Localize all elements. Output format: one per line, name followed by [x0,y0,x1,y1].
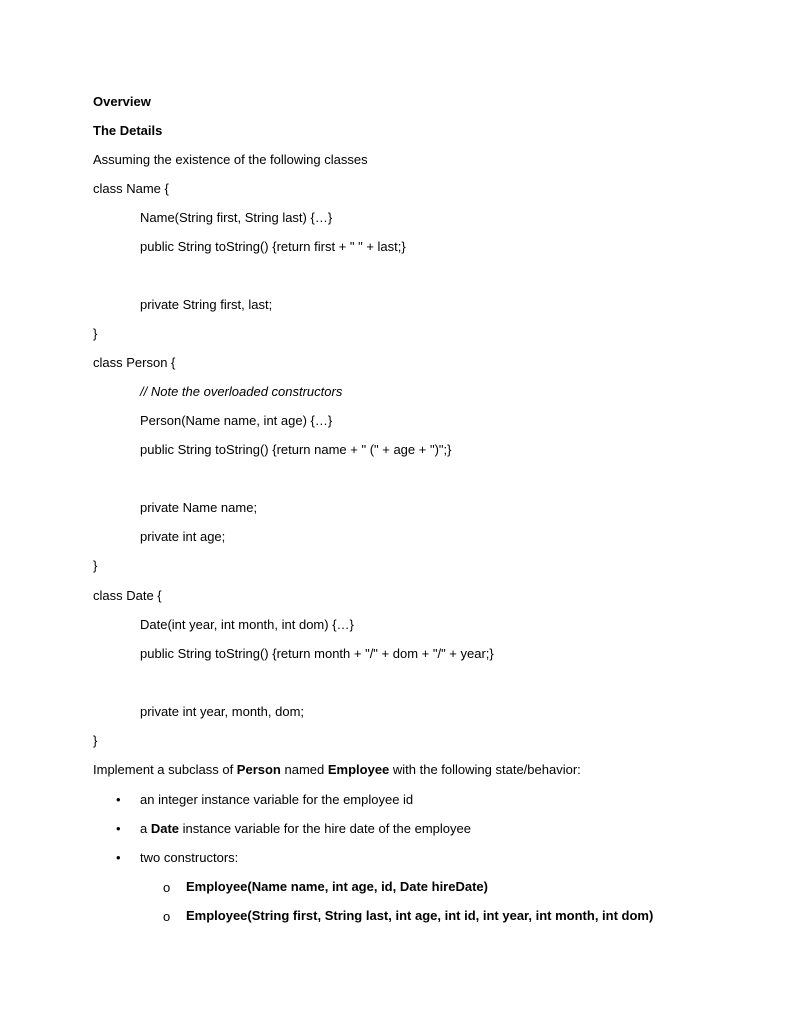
date-class-close: } [93,733,98,748]
bullet-icon: • [116,792,121,807]
heading-details: The Details [93,123,163,138]
b2-pre: a [140,821,151,836]
bullet-item-constructors: two constructors: [140,850,239,865]
person-class-ctor: Person(Name name, int age) {…} [140,413,333,428]
b2-post: instance variable for the hire date of the employee [179,821,471,836]
person-class-field-age: private int age; [140,529,226,544]
name-class-fields: private String first, last; [140,297,273,312]
task-post: with the following state/behavior: [389,762,581,777]
task-pre: Implement a subclass of [93,762,237,777]
date-class-tostring: public String toString() {return month + "/" + dom + "/" + year;} [140,646,494,661]
bullet-item-id: an integer instance variable for the employee id [140,792,414,807]
circle-bullet-icon: o [163,909,171,924]
task-paragraph [93,762,581,778]
circle-bullet-icon: o [163,880,171,895]
bullet-item-hire-date [140,821,471,837]
bullet-icon: • [116,850,121,865]
person-class-open: class Person { [93,355,176,370]
name-class-open: class Name { [93,181,169,196]
person-class-close: } [93,558,98,573]
person-class-field-name: private Name name; [140,500,258,515]
person-class-tostring: public String toString() {return name + " (" + age + ")";} [140,442,452,457]
b2-bold: Date [150,821,180,836]
task-mid: named [280,762,328,777]
name-class-close: } [93,326,98,341]
task-employee: Employee [327,762,390,777]
sub-item-ctor-1: Employee(Name name, int age, id, Date hireDate) [186,879,488,894]
person-class-comment: // Note the overloaded constructors [140,384,343,399]
intro-text: Assuming the existence of the following classes [93,152,368,167]
bullet-icon: • [116,821,121,836]
heading-overview: Overview [93,94,151,109]
name-class-ctor: Name(String first, String last) {…} [140,210,333,225]
task-person: Person [236,762,281,777]
date-class-fields: private int year, month, dom; [140,704,305,719]
name-class-tostring: public String toString() {return first + " " + last;} [140,239,406,254]
date-class-ctor: Date(int year, int month, int dom) {…} [140,617,354,632]
date-class-open: class Date { [93,588,162,603]
sub-item-ctor-2: Employee(String first, String last, int age, int id, int year, int month, int dom) [186,908,654,923]
